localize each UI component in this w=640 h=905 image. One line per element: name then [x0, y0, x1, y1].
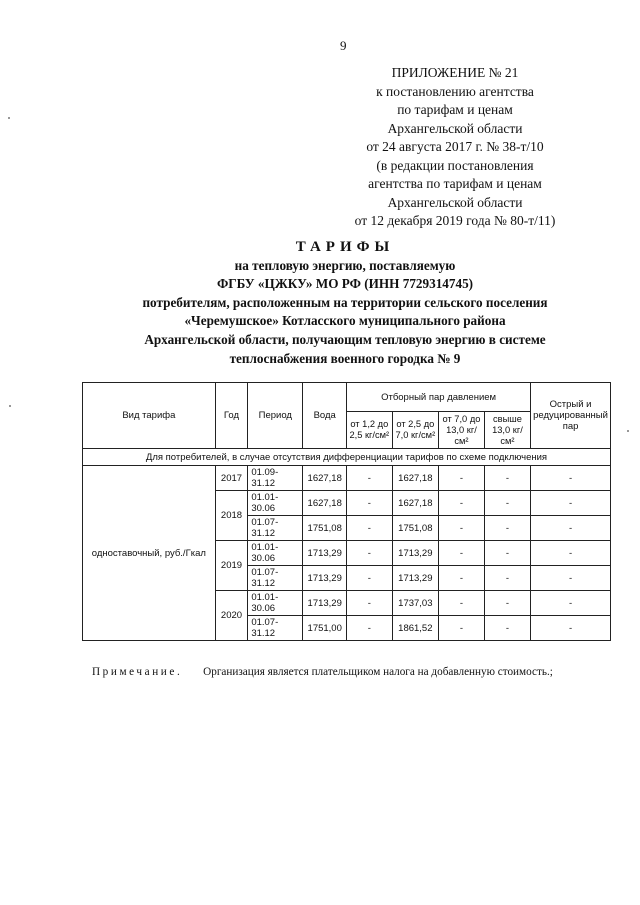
water-cell: 1713,29 — [303, 566, 347, 591]
title-line: Архангельской области, получающим тепловую энергию в системе — [144, 331, 546, 347]
pressure-1-cell: - — [347, 466, 392, 491]
header-steam-group: Отборный пар давлением — [347, 383, 531, 412]
sharp-steam-cell: - — [531, 466, 611, 491]
pressure-1-cell: - — [347, 591, 392, 616]
water-cell: 1751,00 — [303, 616, 347, 641]
period-cell: 01.09-31.12 — [248, 466, 303, 491]
pressure-4-cell: - — [484, 566, 530, 591]
water-cell: 1627,18 — [303, 466, 347, 491]
appendix-line: Архангельской области — [387, 120, 523, 136]
tariff-type-cell: одноставочный, руб./Гкал — [83, 466, 216, 641]
scan-speck — [9, 405, 11, 407]
pressure-4-cell: - — [484, 541, 530, 566]
pressure-1-cell: - — [347, 491, 392, 516]
pressure-3-cell: - — [439, 466, 485, 491]
period-cell: 01.07-31.12 — [248, 566, 303, 591]
pressure-2-cell: 1751,08 — [392, 516, 439, 541]
period-cell: 01.01-30.06 — [248, 541, 303, 566]
title-line: потребителям, расположенным на территории сельского поселения — [142, 294, 548, 310]
period-cell: 01.01-30.06 — [248, 591, 303, 616]
pressure-2-cell: 1861,52 — [392, 616, 439, 641]
document-title — [95, 238, 595, 368]
header-pressure-3: от 7,0 до 13,0 кг/см² — [439, 412, 485, 449]
water-cell: 1713,29 — [303, 591, 347, 616]
note — [92, 666, 553, 678]
pressure-2-cell: 1737,03 — [392, 591, 439, 616]
pressure-1-cell: - — [347, 541, 392, 566]
appendix-line: агентства по тарифам и ценам — [368, 176, 542, 191]
pressure-4-cell: - — [484, 491, 530, 516]
pressure-3-cell: - — [439, 541, 485, 566]
pressure-3-cell: - — [439, 566, 485, 591]
header-period: Период — [248, 383, 303, 449]
period-cell: 01.07-31.12 — [248, 616, 303, 641]
note-text: Организация является плательщиком налога на добавленную стоимость.; — [203, 666, 553, 678]
appendix-line: ПРИЛОЖЕНИЕ № 21 — [391, 65, 519, 80]
title-line: «Черемушское» Котласского муниципального района — [184, 313, 506, 329]
table-row — [83, 466, 611, 491]
appendix-line: (в редакции постановления — [376, 157, 534, 173]
appendix-line: Архангельской области — [387, 194, 523, 210]
appendix-line: к постановлению агентства — [376, 83, 534, 99]
pressure-3-cell: - — [439, 591, 485, 616]
appendix-line: по тарифам и ценам — [397, 102, 513, 117]
pressure-3-cell: - — [439, 616, 485, 641]
header-pressure-4: свыше 13,0 кг/см² — [484, 412, 530, 449]
appendix-line: от 24 августа 2017 г. № 38-т/10 — [366, 139, 544, 154]
sharp-steam-cell: - — [531, 591, 611, 616]
appendix-block — [330, 64, 580, 231]
year-cell: 2020 — [215, 591, 248, 641]
pressure-3-cell: - — [439, 491, 485, 516]
pressure-4-cell: - — [484, 591, 530, 616]
sharp-steam-cell: - — [531, 541, 611, 566]
scan-speck — [8, 117, 10, 119]
pressure-2-cell: 1713,29 — [392, 541, 439, 566]
pressure-2-cell: 1713,29 — [392, 566, 439, 591]
water-cell: 1751,08 — [303, 516, 347, 541]
tariff-table — [82, 382, 611, 641]
year-cell: 2018 — [215, 491, 248, 541]
title-line: теплоснабжения военного городка № 9 — [229, 350, 461, 366]
year-cell: 2017 — [215, 466, 248, 491]
pressure-1-cell: - — [347, 516, 392, 541]
period-cell: 01.01-30.06 — [248, 491, 303, 516]
header-pressure-1: от 1,2 до 2,5 кг/см² — [347, 412, 392, 449]
sharp-steam-cell: - — [531, 491, 611, 516]
title-line: на тепловую энергию, поставляемую — [234, 257, 456, 273]
water-cell: 1627,18 — [303, 491, 347, 516]
scan-speck — [627, 430, 629, 432]
header-tariff-type: Вид тарифа — [83, 383, 216, 449]
header-water: Вода — [303, 383, 347, 449]
pressure-1-cell: - — [347, 566, 392, 591]
period-cell: 01.07-31.12 — [248, 516, 303, 541]
pressure-3-cell: - — [439, 516, 485, 541]
pressure-4-cell: - — [484, 466, 530, 491]
year-cell: 2019 — [215, 541, 248, 591]
water-cell: 1713,29 — [303, 541, 347, 566]
section-title: Для потребителей, в случае отсутствия дифференциации тарифов по схеме подключения — [83, 449, 611, 466]
pressure-1-cell: - — [347, 616, 392, 641]
pressure-4-cell: - — [484, 616, 530, 641]
title-line: ФГБУ «ЦЖКУ» МО РФ (ИНН 7729314745) — [216, 276, 474, 292]
note-label: Примечание. — [92, 666, 183, 678]
sharp-steam-cell: - — [531, 616, 611, 641]
appendix-line: от 12 декабря 2019 года № 80-т/11) — [354, 213, 556, 228]
header-year: Год — [215, 383, 248, 449]
page-number: 9 — [340, 38, 347, 53]
pressure-4-cell: - — [484, 516, 530, 541]
header-pressure-2: от 2,5 до 7,0 кг/см² — [392, 412, 439, 449]
pressure-2-cell: 1627,18 — [392, 491, 439, 516]
sharp-steam-cell: - — [531, 516, 611, 541]
pressure-2-cell: 1627,18 — [392, 466, 439, 491]
title-main: ТАРИФЫ — [295, 239, 395, 255]
sharp-steam-cell: - — [531, 566, 611, 591]
header-sharp-steam: Острый и редуцированный пар — [531, 383, 611, 449]
